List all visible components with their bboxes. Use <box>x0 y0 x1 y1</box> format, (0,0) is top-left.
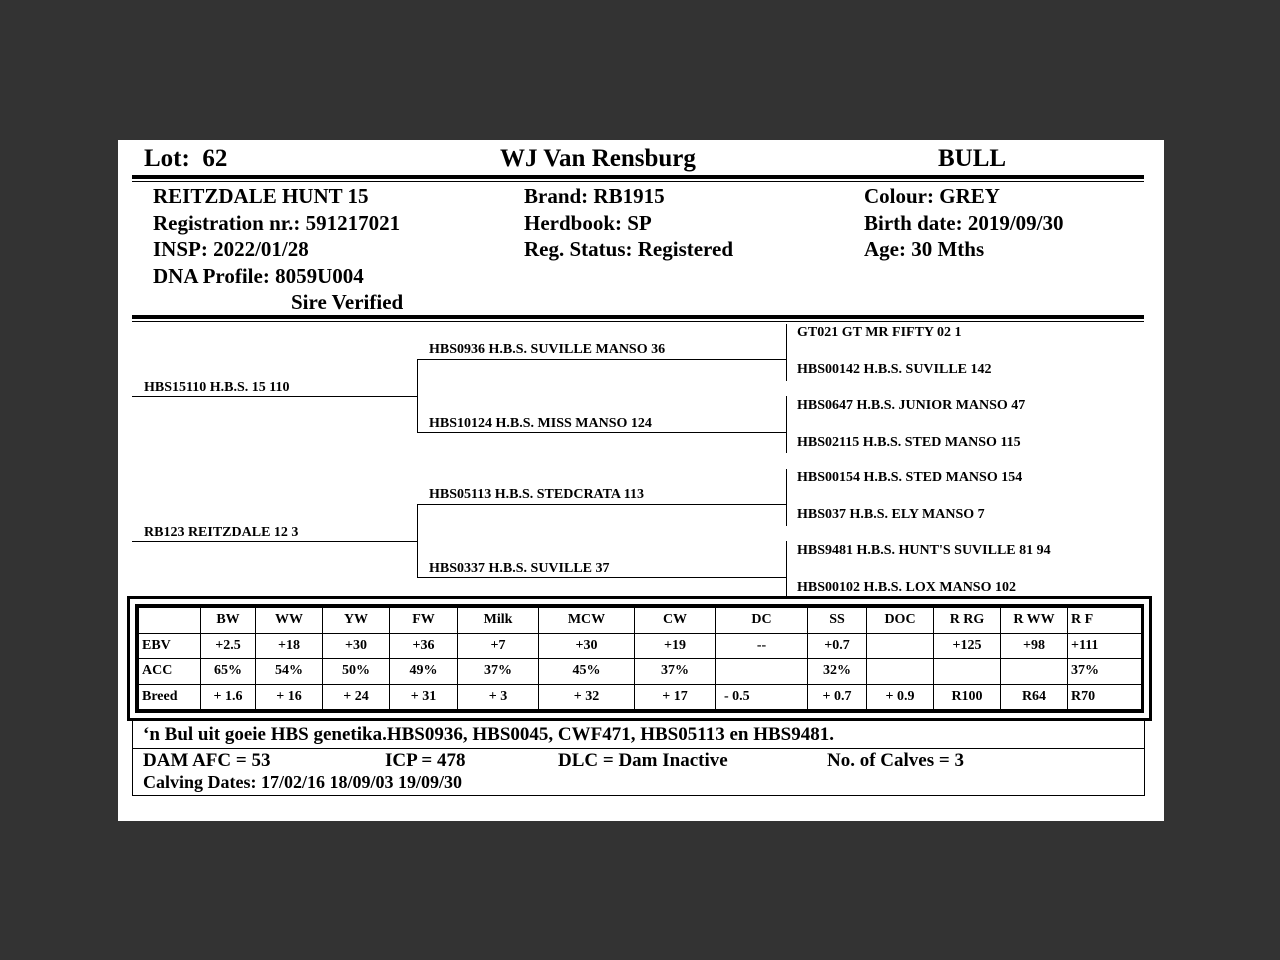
ebv-row-label: ACC <box>139 659 201 685</box>
ebv-row-acc <box>139 659 1142 685</box>
ebv-column-header: BW <box>201 608 256 634</box>
ebv-cell: +30 <box>323 633 390 659</box>
ebv-column-header: R F <box>1068 608 1142 634</box>
lot-number: 62 <box>202 145 228 172</box>
dna-profile: DNA Profile: 8059U004 <box>153 264 364 288</box>
ebv-column-header: DC <box>716 608 808 634</box>
ebv-cell: 54% <box>256 659 323 685</box>
pedigree-great-grandparent: HBS02115 H.B.S. STED MANSO 115 <box>797 435 1021 450</box>
pedigree-great-grandparent: HBS00102 H.B.S. LOX MANSO 102 <box>797 580 1016 595</box>
comment-text: ‘n Bul uit goeie HBS genetika.HBS0936, HBS0045, CWF471, HBS05113 en HBS9481. <box>143 724 834 745</box>
pedigree-bracket <box>786 541 787 577</box>
ebv-cell: R100 <box>934 684 1001 710</box>
ebv-row-breed <box>139 684 1142 710</box>
lot-label <box>144 145 227 173</box>
ebv-row-ebv <box>139 633 1142 659</box>
ebv-column-header: MCW <box>539 608 635 634</box>
birth-date: Birth date: 2019/09/30 <box>864 211 1064 235</box>
pedigree-sire-sire: HBS0936 H.B.S. SUVILLE MANSO 36 <box>429 342 666 357</box>
ebv-column-header: R RG <box>934 608 1001 634</box>
ebv-cell: 37% <box>458 659 539 685</box>
ebv-cell: +7 <box>458 633 539 659</box>
ebv-cell: + 16 <box>256 684 323 710</box>
pedigree-bracket <box>786 396 787 432</box>
header-rule-thin <box>132 181 1144 182</box>
pedigree-bracket <box>786 577 787 598</box>
pedigree-sire-dam: HBS10124 H.B.S. MISS MANSO 124 <box>429 416 652 431</box>
pedigree-line <box>132 396 418 397</box>
pedigree-great-grandparent: HBS00154 H.B.S. STED MANSO 154 <box>797 470 1023 485</box>
ebv-cell: R70 <box>1068 684 1142 710</box>
ebv-column-header: SS <box>808 608 867 634</box>
ebv-table <box>138 607 1142 710</box>
ebv-cell <box>1001 659 1068 685</box>
pedigree-bracket <box>786 505 787 526</box>
info-rule-thin <box>132 321 1144 322</box>
ebv-column-header: WW <box>256 608 323 634</box>
ebv-column-header: R WW <box>1001 608 1068 634</box>
ebv-cell: + 31 <box>390 684 458 710</box>
ebv-cell: +0.7 <box>808 633 867 659</box>
ebv-column-header: FW <box>390 608 458 634</box>
ebv-cell <box>934 659 1001 685</box>
ebv-cell <box>867 633 934 659</box>
ebv-cell: -- <box>716 633 808 659</box>
ebv-column-header: CW <box>635 608 716 634</box>
ebv-row-label: EBV <box>139 633 201 659</box>
ebv-cell: + 3 <box>458 684 539 710</box>
pedigree-line <box>132 541 418 542</box>
pedigree-bracket <box>417 360 418 433</box>
ebv-cell: + 17 <box>635 684 716 710</box>
ebv-cell: +125 <box>934 633 1001 659</box>
age: Age: 30 Mths <box>864 237 985 261</box>
ebv-header-row <box>139 608 1142 634</box>
animal-sex: BULL <box>938 145 1007 172</box>
ebv-cell: +30 <box>539 633 635 659</box>
pedigree-bracket <box>417 505 418 578</box>
ebv-cell: +36 <box>390 633 458 659</box>
info-rule-thick <box>132 315 1144 319</box>
ebv-column-header: Milk <box>458 608 539 634</box>
pedigree-line <box>417 359 787 360</box>
ebv-cell <box>716 659 808 685</box>
breeder-name: WJ Van Rensburg <box>500 145 696 172</box>
pedigree-line <box>417 577 787 578</box>
header-rule-thick <box>132 175 1144 179</box>
pedigree-bracket <box>786 324 787 360</box>
herdbook: Herdbook: SP <box>524 211 652 235</box>
pedigree-bracket <box>786 469 787 505</box>
ebv-cell: 37% <box>635 659 716 685</box>
ebv-table-inner-frame <box>135 604 1144 713</box>
sale-catalogue-card <box>118 140 1164 821</box>
footer-divider <box>133 748 1144 749</box>
ebv-cell: 32% <box>808 659 867 685</box>
ebv-column-header <box>139 608 201 634</box>
ebv-table-frame <box>127 596 1152 721</box>
dlc-status: DLC = Dam Inactive <box>558 750 728 771</box>
ebv-row-label: Breed <box>139 684 201 710</box>
pedigree-line <box>417 432 787 433</box>
pedigree-dam: RB123 REITZDALE 12 3 <box>144 525 299 540</box>
ebv-cell: +111 <box>1068 633 1142 659</box>
pedigree-line <box>417 504 787 505</box>
pedigree-great-grandparent: HBS00142 H.B.S. SUVILLE 142 <box>797 362 992 377</box>
pedigree-sire: HBS15110 H.B.S. 15 110 <box>144 380 290 395</box>
animal-name: REITZDALE HUNT 15 <box>153 184 369 208</box>
number-of-calves: No. of Calves = 3 <box>827 750 964 771</box>
ebv-cell: + 0.9 <box>867 684 934 710</box>
inspection-date: INSP: 2022/01/28 <box>153 237 309 261</box>
pedigree-dam-dam: HBS0337 H.B.S. SUVILLE 37 <box>429 561 610 576</box>
ebv-column-header: YW <box>323 608 390 634</box>
ebv-cell: +19 <box>635 633 716 659</box>
sire-verified: Sire Verified <box>291 290 404 314</box>
ebv-cell: + 0.7 <box>808 684 867 710</box>
dam-afc: DAM AFC = 53 <box>143 750 271 771</box>
ebv-cell: R64 <box>1001 684 1068 710</box>
ebv-cell: 49% <box>390 659 458 685</box>
pedigree-great-grandparent: HBS0647 H.B.S. JUNIOR MANSO 47 <box>797 398 1026 413</box>
ebv-cell: +18 <box>256 633 323 659</box>
registration-number: Registration nr.: 591217021 <box>153 211 401 235</box>
icp: ICP = 478 <box>385 750 466 771</box>
ebv-cell: + 1.6 <box>201 684 256 710</box>
ebv-cell: 45% <box>539 659 635 685</box>
pedigree-great-grandparent: HBS037 H.B.S. ELY MANSO 7 <box>797 507 985 522</box>
registration-status: Reg. Status: Registered <box>524 237 733 261</box>
pedigree-great-grandparent: GT021 GT MR FIFTY 02 1 <box>797 325 962 340</box>
lot-label-text: Lot: <box>144 145 190 172</box>
footer-box <box>132 720 1145 796</box>
pedigree-bracket <box>786 360 787 381</box>
ebv-cell: 65% <box>201 659 256 685</box>
ebv-cell: +98 <box>1001 633 1068 659</box>
ebv-cell: 50% <box>323 659 390 685</box>
ebv-cell: 37% <box>1068 659 1142 685</box>
ebv-cell: - 0.5 <box>716 684 808 710</box>
ebv-column-header: DOC <box>867 608 934 634</box>
ebv-cell: +2.5 <box>201 633 256 659</box>
colour: Colour: GREY <box>864 184 1000 208</box>
pedigree-great-grandparent: HBS9481 H.B.S. HUNT'S SUVILLE 81 94 <box>797 543 1051 558</box>
brand: Brand: RB1915 <box>524 184 665 208</box>
pedigree-dam-sire: HBS05113 H.B.S. STEDCRATA 113 <box>429 487 644 502</box>
ebv-cell: + 24 <box>323 684 390 710</box>
calving-dates: Calving Dates: 17/02/16 18/09/03 19/09/30 <box>143 772 462 792</box>
ebv-cell: + 32 <box>539 684 635 710</box>
pedigree-bracket <box>786 432 787 453</box>
ebv-cell <box>867 659 934 685</box>
